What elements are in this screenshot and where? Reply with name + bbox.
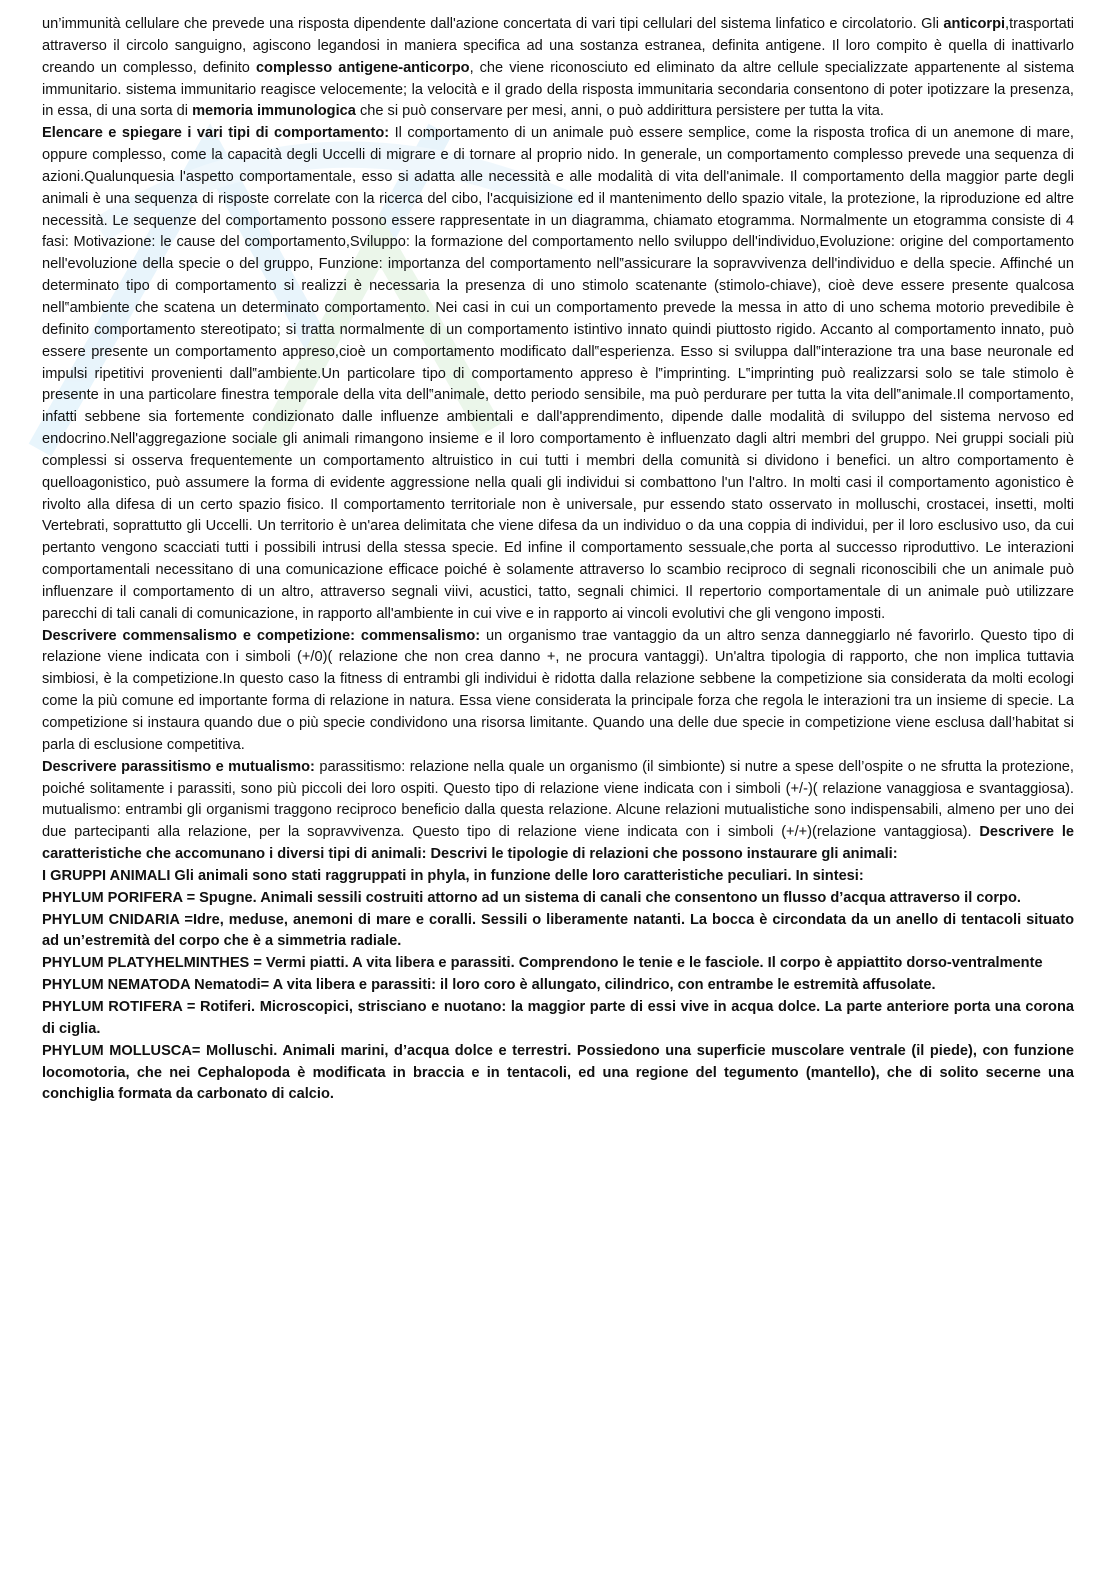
section-gruppi-animali [42,866,1074,1106]
heading-caratteristiche-animali: Descrivere le caratteristiche che accomunano i diversi tipi di animali: Descrivi le tipologie di relazioni che possono instaurare gli animali: [42,824,1074,863]
heading-commensalismo: Descrivere commensalismo e competizione: commensalismo: [42,627,481,644]
phylum-porifera: PHYLUM PORIFERA = Spugne. Animali sessili costruiti attorno ad un sistema di canali che consentono un flusso d’acqua attraverso il corpo. [42,889,1021,906]
paragraph-parassitismo [42,757,1074,866]
heading-comportamento: Elencare e spiegare i vari tipi di comportamento: [42,125,390,142]
commensalismo-text: un organismo trae vantaggio da un altro senza danneggiarlo né favorirlo. Questo tipo di relazione viene indicata con i simboli (+/0)( relazione che non crea danno +, ne procura vantaggi). Un'altra tipologia di rapporto, che non implica tuttavia simbiosi, è la competizione.In questo caso la fitness di entrambi gli individui è ridotta dalla relazione sebbene la competizione sia considerata da molti ecologi come la più comune ed importante forma di relazione in natura. Essa viene considerata la principale forza che regola le interazioni tra un insieme di specie. La competizione si instaura quando due o più specie condividono una risorsa limitante. Quando una delle due specie in competizione viene esclusa dall’habitat si parla di esclusione competitiva. [42,627,1074,753]
phylum-platyhelminthes: PHYLUM PLATYHELMINTHES = Vermi piatti. A vita libera e parassiti. Comprendono le tenie e le fasciole. Il corpo è appiattito dorso-ventralmente [42,955,1043,972]
immunity-text-3: , che viene riconosciuto ed eliminato da altre cellule specializzate appartenente al sistema immunitario. sistema immunitario reagisce velocemente; la velocità e il grado della risposta immunitaria secondaria consentono di poter ipotizzare la presenza, in essa, di una sorta di [42,59,1075,120]
term-memoria-immunologica: memoria immunologica [192,103,356,120]
parassitismo-text: parassitismo: relazione nella quale un organismo (il simbionte) si nutre a spese dell’ospite o ne sfrutta la protezione, poiché solitamente i parassiti, sono più piccoli dei loro ospiti. Questo tipo di relazione viene indicata con i simboli (+/-)( relazione vanaggiosa e svantaggiosa). mutualismo: entrambi gli organismi traggono reciproco beneficio dalla questa relazione. Alcune relazioni mutualistiche sono indispensabili, almeno per uno dei due partecipanti alla relazione, per la sopravvivenza. Questo tipo di relazione viene indicata con i simboli (+/+)(relazione vantaggiosa). [42,758,1074,841]
comportamento-text: Il comportamento di un animale può essere semplice, come la risposta trofica di un anemone di mare, oppure complesso, come la capacità degli Uccelli di migrare e di tornare al proprio nido. In generale, un comportamento complesso prevede una sequenza di azioni.Qualunquesia l'aspetto comportamentale, esso si adatta alle necessità e alle modalità di vita dell'animale. Il comportamento della maggior parte degli animali è una sequenza di risposte correlate con la ricerca del cibo, l'acquisizione ed il mantenimento dello spazio vitale, la protezione, la riproduzione ed altre necessità. Le sequenze del comportamento possono essere rappresentate in un diagramma, chiamato etogramma. Normalmente un etogramma consiste di 4 fasi: Motivazione: le cause del comportamento,Sviluppo: la formazione del comportamento nello sviluppo dell'individuo,Evoluzione: origine del comportamento nell'evoluzione della specie o del gruppo, Funzione: importanza del comportamento nell‟assicurare la sopravvivenza dell'individuo e della specie. Affinché un determinato tipo di comportamento si realizzi è necessaria la presenza di uno stimolo scatenante (stimolo-chiave), cioè deve essere presente qualcosa nell‟ambiente che scatena un determinato comportamento. Nei casi in cui un comportamento prevede la messa in atto di uno schema motorio prevedibile è definito comportamento stereotipato; si tratta normalmente di un comportamento istintivo innato quindi piuttosto rigido. Accanto al comportamento innato, può essere presente un comportamento appreso,cioè un comportamento modificato dall‟esperienza. Esso si sviluppa dall‟interazione tra una base neuronale ed impulsi ripetitivi provenienti dall‟ambiente.Un particolare tipo di comportamento appreso è l‟imprinting. L‟imprinting può realizzarsi solo se tale stimolo è presente in una particolare finestra temporale della vita dell‟animale, detto periodo sensibile, ma può perdurare per tutta la vita dell‟animale.Il comportamento, infatti sebbene sia fortemente condizionato dalle influenze ambientali e dall'apprendimento, dipende dalle modalità di sviluppo del sistema nervoso ed endocrino.Nell'aggregazione sociale gli animali rimangono insieme e il loro comportamento è influenzato dagli altri membri del gruppo. Nei gruppi sociali più complessi si osserva frequentemente un comportamento altruistico in cui tutti i membri della comunità si dividono i benefici. un altro comportamento è quelloagonistico, può assumere la forma di evidente aggressione nella quali gli individui si combattono l'un l'altro. In molti casi il comportamento agonistico è rivolto alla difesa di un certo spazio fisico. Il comportamento territoriale non è universale, pur essendo stato osservato in molluschi, crostacei, insetti, molti Vertebrati, soprattutto gli Uccelli. Un territorio è un'area delimitata che viene difesa da un individuo o da una coppia di individui, per il loro esclusivo uso, da cui pertanto vengono scacciati tutti i possibili intrusi della stessa specie. Ed infine il comportamento sessuale,che porta al successo riproduttivo. Le interazioni comportamentali necessitano di una comunicazione efficace poiché è solamente attraverso lo scambio reciproco di segnali riconoscibili che un animale può influenzare il comportamento di un altro, attraverso segnali viivi, acustici, tatto, segnali chimici. Il repertorio comportamentale di un animale può utilizzare parecchi di tali canali di comunicazione, in rapporto all'ambiente in cui vive e in rapporto ai vincoli evolutivi che gli vengono imposti. [42,125,1074,622]
heading-parassitismo: Descrivere parassitismo e mutualismo: [42,758,315,775]
paragraph-commensalismo [42,626,1074,757]
term-anticorpi: anticorpi [943,16,1006,32]
phylum-rotifera: PHYLUM ROTIFERA = Rotiferi. Microscopici, strisciano e nuotano: la maggior parte di essi vive in acqua dolce. La parte anteriore porta una corona di ciglia. [42,998,1074,1037]
phylum-nematoda: PHYLUM NEMATODA Nematodi= A vita libera e parassiti: il loro coro è allungato, cilindrico, con entrambe le estremità affusolate. [42,977,936,994]
gruppi-intro: I GRUPPI ANIMALI Gli animali sono stati raggruppati in phyla, in funzione delle loro caratteristiche peculiari. In sintesi: [42,867,864,884]
immunity-text-1: un’immunità cellulare che prevede una risposta dipendente dall'azione concertata di vari tipi cellulari del sistema linfatico e circolatorio. Gli [42,16,944,32]
paragraph-comportamento [42,123,1074,625]
term-complesso-antigene-anticorpo: complesso antigene-anticorpo [255,59,470,76]
immunity-text-2: ,trasportati attraverso il circolo sanguigno, agiscono legandosi in maniera specifica ad una sostanza estranea, definita antigene. Il loro compito è quella di inattivarlo creando un complesso, definito [42,16,1074,76]
phylum-cnidaria: PHYLUM CNIDARIA =Idre, meduse, anemoni di mare e coralli. Sessili o liberamente natanti. La bocca è circondata da un anello di tentacoli situato ad un’estremità del corpo che è a simmetria radiale. [42,911,1074,950]
immunity-text-4: che si può conservare per mesi, anni, o può addirittura persistere per tutta la vita. [355,103,884,120]
document-page [42,14,1074,1106]
phylum-mollusca: PHYLUM MOLLUSCA= Molluschi. Animali marini, d’acqua dolce e terrestri. Possiedono una superficie muscolare ventrale (il piede), con funzione locomotoria, che nei Cephalopoda è modificata in braccia e in tentacoli, ed una regione del tegumento (mantello), che di solito secerne una conchiglia formata da carbonato di calcio. [42,1042,1074,1103]
paragraph-immunity [42,14,1074,123]
